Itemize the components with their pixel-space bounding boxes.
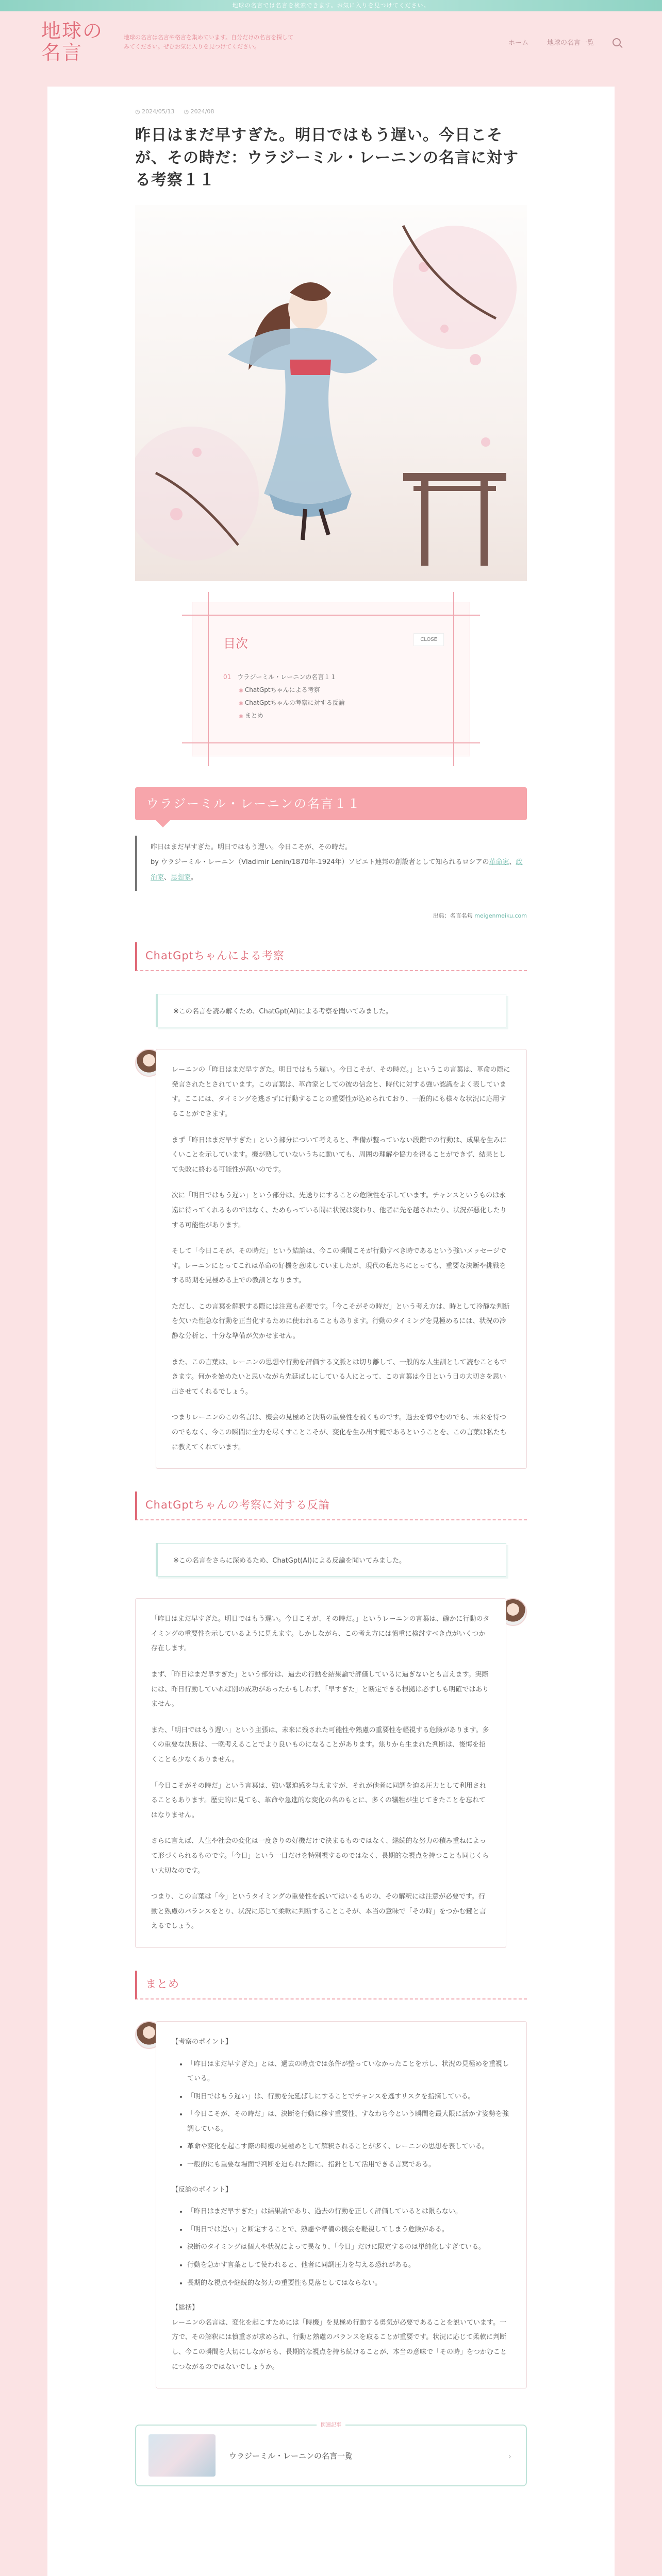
analysis-bubble <box>156 1049 527 1469</box>
toc-subitem[interactable]: ◉ ChatGptちゃんの考察に対する反論 <box>239 697 470 709</box>
paragraph: さらに言えば、人生や社会の変化は一度きりの好機だけで決まるものではなく、継続的な努力の積み重ねによって形づくられるものです。「今日」という一日だけを特別視するのではなく、長期的な視点を持つことも同じくらい大切なのです。 <box>151 1837 489 1875</box>
post-meta <box>135 108 527 115</box>
bio-link-politician[interactable]: 政治家 <box>151 858 523 882</box>
list-item: • 一般的にも重要な場面で判断を迫られた際に、指針として活用できる言葉である。 <box>187 2158 511 2173</box>
summary-list <box>187 2205 511 2291</box>
paragraph: ただし、この言葉を解釈する際には注意も必要です。「今こそがその時だ」という考え方は、時として冷静な判断を欠いた性急な行動を正当化するために使われることもあります。行動のタイミングを見極めるには、状況の冷静な分析と、十分な準備が欠かせません。 <box>172 1302 510 1341</box>
related-tag: 関連記事 <box>317 2420 345 2428</box>
toc-subitem[interactable]: ◉ ChatGptちゃんによる考察 <box>239 684 470 697</box>
site-header <box>0 11 662 73</box>
paragraph: また、この言葉は、レーニンの思想や行動を評価する文脈とは切り離して、一般的な人生訓として読むこともできます。何かを始めたいと思いながら先延ばしにしている人にとって、この言葉は今日という日の大切さを思い出させてくれるでしょう。 <box>172 1358 507 1396</box>
summary-block-title: 【反論のポイント】 <box>172 2185 233 2194</box>
paragraph: 「昨日はまだ早すぎた。明日ではもう遅い。今日こそが、その時だ。」というレーニンの言葉は、確かに行動のタイミングの重要性を示しているように見えます。しかしながら、この考え方には慎重に検討すべき点がいくつか存在します。 <box>151 1615 490 1653</box>
updated-date: ◷ 2024/08 <box>184 108 214 115</box>
toc-list <box>223 671 470 723</box>
announcement-text: 地球の名言では名言を検索できます。お気に入りを見つけてください。 <box>232 2 430 9</box>
source-label: 出典：名言名句 <box>433 912 473 920</box>
announcement-bar <box>0 0 662 11</box>
summary-bubble <box>156 2021 527 2388</box>
page-title: 昨日はまだ早すぎた。明日ではもう遅い。今日こそが、その時だ：ウラジーミル・レーニンの名言に対する考察１１ <box>135 126 519 189</box>
section-heading-quote: ウラジーミル・レーニンの名言１１ <box>135 787 527 820</box>
list-item: • 「昨日はまだ早すぎた」とは、過去の時点では条件が整っていなかったことを示し、状況の見極めを重視している。 <box>187 2057 511 2087</box>
bio-link-thinker[interactable]: 思想家 <box>171 874 191 882</box>
quote-source <box>135 911 527 920</box>
paragraph: まず、「昨日はまだ早すぎた」という部分は、過去の行動を結果論で評価しているに過ぎないとも言えます。実際には、昨日行動していれば別の成功があったかもしれず、「早すぎた」と断定できる根拠は必ずしも明確ではありません。 <box>151 1671 489 1708</box>
quote-block <box>135 836 527 891</box>
list-item: • 革命や変化を起こす際の時機の見極めとして解釈されることが多く、レーニンの思想を表している。 <box>187 2140 511 2155</box>
author-bio: by ウラジーミル・レーニン（Vladimir Lenin/1870年-1924年）ソビエト連邦の創設者として知られるロシアの革命家、政治家、思想家。 <box>151 858 523 882</box>
analysis-note: ※この名言を読み解くため、ChatGpt(AI)による考察を聞いてみました。 <box>156 994 506 1027</box>
search-icon[interactable] <box>613 38 621 46</box>
toc-title: 目次 <box>223 636 248 651</box>
article-content <box>135 87 527 2486</box>
toc-item-label: ウラジーミル・レーニンの名言１１ <box>237 673 337 681</box>
site-tagline: 地球の名言は名言や格言を集めています。自分だけの名言を探してみてください。ぜひお気に入りを見つけてください。 <box>124 34 294 50</box>
toc-decor-line <box>208 592 209 766</box>
list-item: • 「今日こそが、その時だ」は、決断を行動に移す重要性、すなわち今という瞬間を最大限に活かす姿勢を強調している。 <box>187 2107 511 2137</box>
list-item: • 「明日ではもう遅い」は、行動を先延ばしにすることでチャンスを逃すリスクを指摘している。 <box>187 2090 511 2105</box>
paragraph: 「今日こそがその時だ」という言葉は、強い緊迫感を与えますが、それが他者に同調を迫る圧力として利用されることもあります。歴史的に見ても、革命や急進的な変化の名のもとに、多くの犠牲が生じてきたことを忘れてはなりません。 <box>151 1782 487 1819</box>
author-bio-text: by ウラジーミル・レーニン（Vladimir Lenin/1870年-1924年）ソビエト連邦の創設者として知られるロシアの <box>151 858 489 867</box>
list-item: • 長期的な視点や継続的な努力の重要性も見落としてはならない。 <box>187 2276 511 2291</box>
analysis-speech <box>135 1049 527 1469</box>
toc-subitem[interactable]: ◉ まとめ <box>239 709 470 722</box>
quote-text: 昨日はまだ早すぎた。明日ではもう遅い。今日こそが、その時だ。 <box>151 843 352 851</box>
paragraph: また、「明日ではもう遅い」という主張は、未来に残された可能性や熟慮の重要性を軽視する危険があります。多くの重要な決断は、一晩考えることでより良いものになることがあります。焦りから生まれた判断は、後悔を招くことも少なくありません。 <box>151 1726 489 1764</box>
table-of-contents <box>192 602 470 756</box>
nav-item-quote-list[interactable]: 地球の名言一覧 <box>547 39 594 47</box>
summary-list <box>187 2057 511 2173</box>
toc-decor-line <box>453 592 454 766</box>
section-heading-analysis: ChatGptちゃんによる考察 <box>135 942 527 971</box>
published-date: ◷ 2024/05/13 <box>135 108 175 115</box>
paragraph: まず「昨日はまだ早すぎた」という部分について考えると、準備が整っていない段階での行動は、成果を生みにくいことを示しています。機が熟していないうちに動いても、周囲の理解や協力を得ることができず、結果として失敗に終わる可能性が高いのです。 <box>172 1136 507 1174</box>
hero-illustration <box>135 205 527 581</box>
toc-item[interactable] <box>223 671 470 684</box>
toc-item-number: 01 <box>223 673 231 681</box>
list-item: • 行動を急かす言葉として使われると、他者に同調圧力を与える恐れがある。 <box>187 2258 511 2273</box>
toc-decor-line <box>182 742 480 743</box>
article-container <box>47 87 615 2576</box>
kimono-dancer-image <box>135 205 527 581</box>
list-item: • 決断のタイミングは個人や状況によって異なり、「今日」だけに限定するのは単純化しすぎている。 <box>187 2240 511 2255</box>
summary-text: レーニンの名言は、変化を起こすためには「時機」を見極め行動する勇気が必要であることを説いています。一方で、その解釈には慎重さが求められ、行動と熟慮のバランスを取ることが重要です。状況に応じて柔軟に判断し、今この瞬間を大切にしながらも、長期的な視点を持ち続けることが、本当の意味で「その時」をつかむことにつながるのではないでしょうか。 <box>172 2318 507 2371</box>
related-post-card[interactable] <box>135 2422 527 2486</box>
chevron-right-icon: › <box>508 2451 511 2462</box>
counter-note: ※この名言をさらに深めるため、ChatGpt(AI)による反論を聞いてみました。 <box>156 1543 506 1577</box>
section-heading-summary: まとめ <box>135 1971 527 1999</box>
list-item: • 「明日では遅い」と断定することで、熟慮や準備の機会を軽視してしまう危険がある。 <box>187 2223 511 2238</box>
toc-close-button[interactable]: CLOSE <box>413 633 444 646</box>
summary-speech <box>135 2021 527 2388</box>
bio-link-revolutionary[interactable]: 革命家 <box>489 858 509 867</box>
toc-decor-line <box>182 615 480 616</box>
paragraph: つまり、この言葉は「今」というタイミングの重要性を説いてはいるものの、その解釈には注意が必要です。行動と熟慮のバランスをとり、状況に応じて柔軟に判断することこそが、本当の意味で「その時」をつかむ鍵と言えるでしょう。 <box>151 1893 486 1930</box>
paragraph: つまりレーニンのこの名言は、機会の見極めと決断の重要性を説くものです。過去を悔やむのでも、未来を待つのでもなく、今この瞬間に全力を尽くすことこそが、変化を生み出す鍵であるということを、この言葉は私たちに教えてくれています。 <box>172 1414 507 1451</box>
paragraph: レーニンの「昨日はまだ早すぎた。明日ではもう遅い。今日こそが、その時だ。」というこの言葉は、革命の際に発言されたとされています。この言葉は、革命家としての彼の信念と、時代に対する強い認識をよく表しています。ここには、タイミングを逃さずに行動することの重要性が込められており、一般的にも様々な状況に応用することができます。 <box>172 1066 510 1118</box>
paragraph: 次に「明日ではもう遅い」という部分は、先送りにすることの危険性を示しています。チャンスというものは永遠に待ってくれるものではなく、ためらっている間に状況は変わり、他者に先を越されたり、状況が悪化したりする可能性があります。 <box>172 1192 507 1229</box>
section-heading-counter: ChatGptちゃんの考察に対する反論 <box>135 1492 527 1520</box>
summary-block-title: 【考察のポイント】 <box>172 2038 233 2046</box>
global-nav <box>508 37 621 47</box>
site-logo[interactable]: 地球の名言 <box>41 20 104 64</box>
summary-block-title: 【総括】 <box>172 2304 199 2312</box>
counter-speech <box>135 1598 527 1948</box>
paragraph: そして「今日こそが、その時だ」という結論は、今この瞬間こそが行動すべき時であるという強いメッセージです。レーニンにとってこれは革命の好機を意味していましたが、現代の私たちにとっても、重要な決断や挑戦をする時期を見極める上での教訓となります。 <box>172 1247 506 1285</box>
nav-item-home[interactable]: ホーム <box>508 39 528 47</box>
source-link[interactable]: meigenmeiku.com <box>474 912 527 920</box>
related-thumbnail <box>148 2434 216 2477</box>
list-item: • 「昨日はまだ早すぎた」は結果論であり、過去の行動を正しく評価しているとは限らない。 <box>187 2205 511 2219</box>
related-title: ウラジーミル・レーニンの名言一覧 <box>229 2451 353 2461</box>
counter-bubble <box>135 1598 506 1948</box>
